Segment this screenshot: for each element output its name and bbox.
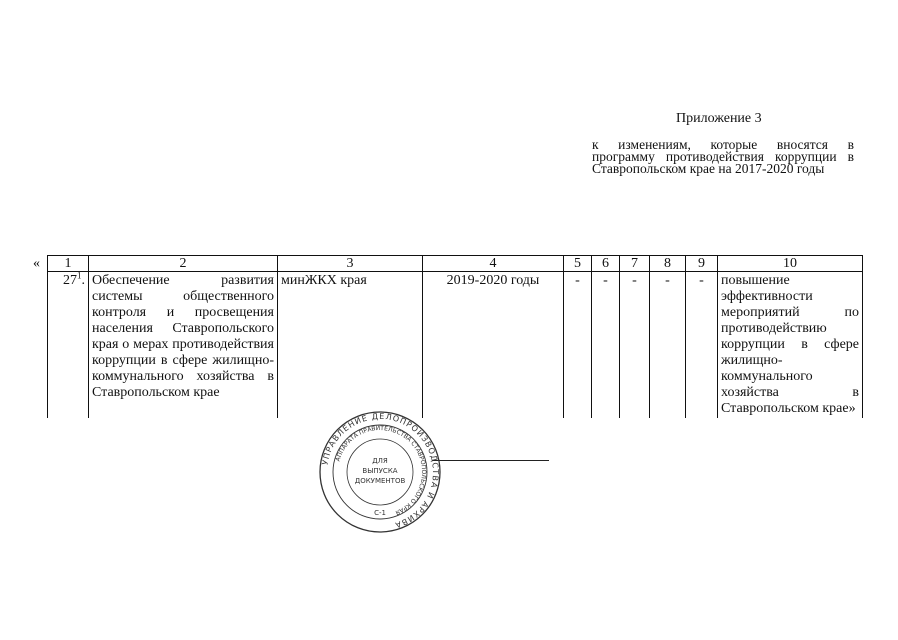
appendix-subtitle: к изменениям, которые вносятся в программу противодействия коррупции в Ставропольском крае на 2017-2020 годы xyxy=(592,137,854,176)
result-cell: повышение эффективности мероприятий по противодействию коррупции в сфере жилищно-коммунального хозяйства в Ставропольском крае» xyxy=(718,272,863,419)
funding-cell-6: - xyxy=(592,272,620,419)
appendix-title: Приложение 3 xyxy=(676,111,762,126)
opening-quote: « xyxy=(33,256,40,271)
stamp-outer-text: УПРАВЛЕНИЕ ДЕЛОПРОИЗВОДСТВА И АРХИВА xyxy=(320,411,441,530)
row-number: 27 xyxy=(63,273,77,288)
term-cell: 2019-2020 годы xyxy=(423,272,564,419)
stamp-center-line: ВЫПУСКА xyxy=(362,467,398,475)
row-number-superscript: 1 xyxy=(77,270,82,281)
funding-cell-5: - xyxy=(564,272,592,419)
column-header: 7 xyxy=(620,256,650,272)
stamp-center-line: ДЛЯ xyxy=(372,457,388,465)
column-header: 1 xyxy=(48,256,89,272)
activity-cell: Обеспечение развития системы общественного контроля и просвещения населения Ставропольского края о мерах противодействия коррупции в сфере жилищно-коммунального хозяйства в Ставропольском крае xyxy=(89,272,278,419)
row-number-cell: $27^1$. xyxy=(48,272,89,419)
official-stamp xyxy=(318,410,442,534)
column-header: 6 xyxy=(592,256,620,272)
column-header: 9 xyxy=(686,256,718,272)
column-header: 10 xyxy=(718,256,863,272)
column-header: 2 xyxy=(89,256,278,272)
column-header: 8 xyxy=(650,256,686,272)
executor-cell: минЖКХ края xyxy=(278,272,423,419)
program-table xyxy=(47,255,863,418)
table-row xyxy=(48,272,863,419)
stamp-center-line: ДОКУМЕНТОВ xyxy=(354,477,406,485)
column-header: 4 xyxy=(423,256,564,272)
funding-cell-7: - xyxy=(620,272,650,419)
stamp-inner-text: АППАРАТА ПРАВИТЕЛЬСТВА СТАВРОПОЛЬСКОГО КРАЯ xyxy=(334,424,428,516)
funding-cell-9: - xyxy=(686,272,718,419)
stamp-code: С-1 xyxy=(374,509,386,517)
column-header: 5 xyxy=(564,256,592,272)
column-header: 3 xyxy=(278,256,423,272)
column-number-row xyxy=(48,256,863,272)
signature-line xyxy=(432,460,549,461)
funding-cell-8: - xyxy=(650,272,686,419)
